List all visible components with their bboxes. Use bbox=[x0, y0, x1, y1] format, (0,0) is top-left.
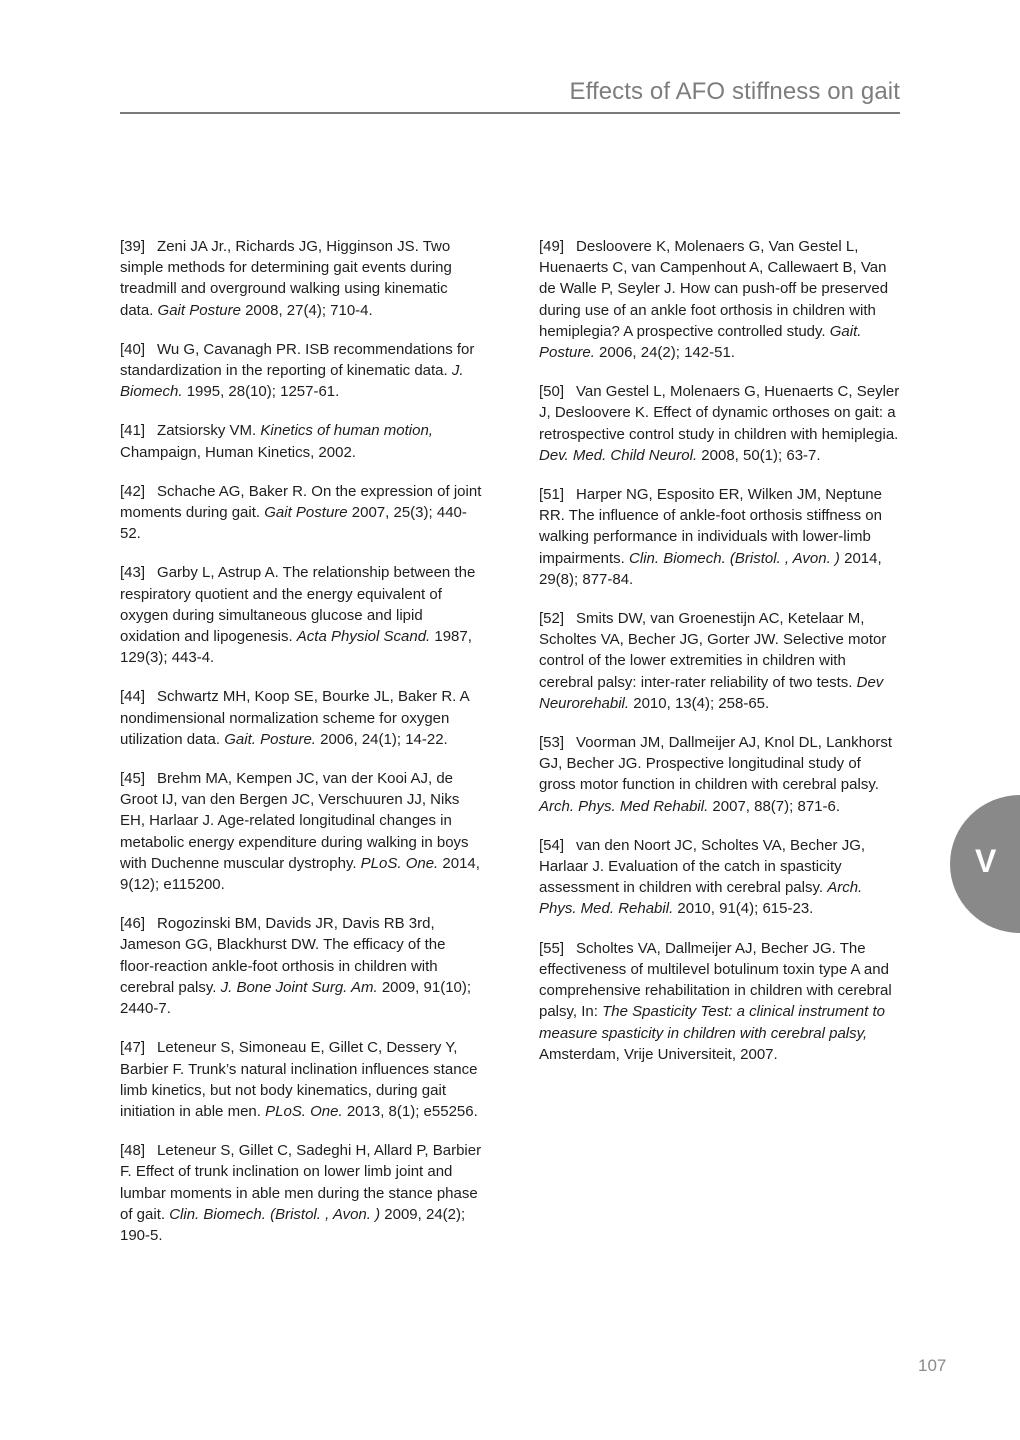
reference-text: Leteneur S, Gillet C, Sadeghi H, Allard P, Barbier F. Effect of trunk inclination on lower limb joint and lumbar moments in able men during the stance phase of gait. bbox=[120, 1142, 482, 1223]
reference-43 bbox=[120, 562, 482, 668]
reference-tail: 2014, 9(12); e115200. bbox=[120, 854, 480, 894]
reference-54 bbox=[539, 835, 901, 920]
reference-journal: Dev. Med. Child Neurol. bbox=[539, 446, 698, 464]
reference-number: [42] bbox=[120, 482, 146, 500]
reference-tail: 2009, 91(10); 2440-7. bbox=[120, 978, 472, 1018]
reference-number: [53] bbox=[539, 734, 565, 752]
reference-text: Voorman JM, Dallmeijer AJ, Knol DL, Lankhorst GJ, Becher JG. Prospective longitudinal study of gross motor function in children with cerebral palsy. bbox=[539, 734, 892, 794]
reference-number: [44] bbox=[120, 688, 146, 706]
reference-journal: Arch. Phys. Med. Rehabil. bbox=[539, 879, 863, 918]
reference-text: Desloovere K, Molenaers G, Van Gestel L, Huenaerts C, van Campenhout A, Callewaert B, Van de Walle P, Seyler J. How can push-off be preserved during use of an ankle foot orthosis in children with hemiplegia? A prospective controlled study. bbox=[539, 238, 889, 340]
references-left-column bbox=[120, 236, 482, 1264]
reference-journal: Gait. Posture. bbox=[539, 322, 862, 362]
page-number: 107 bbox=[918, 1356, 947, 1375]
reference-47 bbox=[120, 1037, 482, 1122]
reference-42 bbox=[120, 481, 482, 545]
reference-48 bbox=[120, 1140, 482, 1246]
reference-number: [50] bbox=[539, 383, 565, 401]
reference-55 bbox=[539, 938, 901, 1065]
reference-number: [43] bbox=[120, 564, 146, 582]
reference-40 bbox=[120, 339, 482, 403]
reference-number: [47] bbox=[120, 1039, 146, 1057]
reference-50 bbox=[539, 381, 901, 466]
reference-text: Scholtes VA, Dallmeijer AJ, Becher JG. The effectiveness of multilevel botulinum toxin type A and comprehensive rehabilitation in children with cerebral palsy, In: bbox=[539, 939, 892, 1021]
reference-journal: Gait Posture bbox=[157, 301, 241, 319]
reference-tail: 2006, 24(1); 14-22. bbox=[320, 730, 448, 748]
reference-journal: Clin. Biomech. (Bristol. , Avon. ) bbox=[629, 549, 840, 567]
reference-tail: 2008, 50(1); 63-7. bbox=[701, 446, 821, 464]
reference-53 bbox=[539, 732, 901, 817]
reference-49 bbox=[539, 236, 901, 363]
reference-journal: PLoS. One. bbox=[265, 1102, 343, 1120]
reference-journal: Arch. Phys. Med Rehabil. bbox=[539, 797, 709, 815]
reference-tail: 2009, 24(2); 190-5. bbox=[120, 1205, 466, 1244]
reference-text: Zeni JA Jr., Richards JG, Higginson JS. Two simple methods for determining gait events during treadmill and overground walking using kinematic data. bbox=[120, 238, 452, 319]
reference-text: Harper NG, Esposito ER, Wilken JM, Neptune RR. The influence of ankle-foot orthosis stiffness on walking performance in individuals with lower-limb impairments. bbox=[539, 486, 882, 567]
reference-journal: Clin. Biomech. (Bristol. , Avon. ) bbox=[169, 1205, 381, 1223]
reference-number: [49] bbox=[539, 238, 565, 255]
reference-number: [41] bbox=[120, 422, 146, 440]
reference-tail: Amsterdam, Vrije Universiteit, 2007. bbox=[539, 1045, 778, 1063]
chapter-tab-label: V bbox=[975, 843, 997, 879]
reference-text: Schwartz MH, Koop SE, Bourke JL, Baker R. A nondimensional normalization scheme for oxygen utilization data. bbox=[120, 688, 469, 748]
reference-number: [39] bbox=[120, 238, 146, 255]
reference-text: Garby L, Astrup A. The relationship between the respiratory quotient and the energy equivalent of oxygen during simultaneous glucose and lipid oxidation and lipogenesis. bbox=[120, 564, 476, 646]
reference-51 bbox=[539, 484, 901, 590]
reference-number: [45] bbox=[120, 770, 146, 788]
reference-39 bbox=[120, 236, 482, 321]
reference-journal: J. Bone Joint Surg. Am. bbox=[220, 978, 378, 996]
running-header bbox=[120, 78, 900, 114]
reference-number: [52] bbox=[539, 610, 565, 628]
reference-text: Brehm MA, Kempen JC, van der Kooi AJ, de Groot IJ, van den Bergen JC, Verschuuren JJ, Niks EH, Harlaar J. Age-related longitudinal changes in metabolic energy expenditure during walking in boys with Duchenne muscular dystrophy. bbox=[120, 770, 469, 872]
reference-number: [51] bbox=[539, 486, 565, 504]
reference-tail: 1987, 129(3); 443-4. bbox=[120, 628, 472, 667]
reference-tail: 2008, 27(4); 710-4. bbox=[245, 301, 373, 319]
reference-journal: Dev Neurorehabil. bbox=[539, 673, 884, 712]
reference-text: Wu G, Cavanagh PR. ISB recommendations for standardization in the reporting of kinematic data. bbox=[120, 340, 475, 380]
reference-journal: Gait. Posture. bbox=[224, 730, 316, 748]
reference-text: Schache AG, Baker R. On the expression of joint moments during gait. bbox=[120, 482, 482, 522]
reference-tail: 2010, 13(4); 258-65. bbox=[633, 694, 770, 712]
reference-journal: PLoS. One. bbox=[360, 854, 439, 872]
reference-tail: 1995, 28(10); 1257-61. bbox=[186, 383, 340, 401]
reference-tail: 2013, 8(1); e55256. bbox=[346, 1102, 478, 1120]
reference-text: Leteneur S, Simoneau E, Gillet C, Dessery Y, Barbier F. Trunk’s natural inclination influences stance limb kinetics, but not body kinematics, during gait initiation in able men. bbox=[120, 1039, 478, 1120]
reference-text: Van Gestel L, Molenaers G, Huenaerts C, Seyler J, Desloovere K. Effect of dynamic orthoses on gait: a retrospective control study in children with hemiplegia. bbox=[539, 383, 900, 443]
reference-tail: Champaign, Human Kinetics, 2002. bbox=[120, 443, 356, 461]
reference-41 bbox=[120, 420, 482, 462]
reference-tail: 2014, 29(8); 877-84. bbox=[539, 549, 882, 588]
reference-text: Rogozinski BM, Davids JR, Davis RB 3rd, Jameson GG, Blackhurst DW. The efficacy of the floor-reaction ankle-foot orthosis in children with cerebral palsy. bbox=[120, 915, 446, 996]
reference-44 bbox=[120, 686, 482, 750]
reference-journal: J. Biomech. bbox=[120, 362, 464, 401]
reference-journal: Kinetics of human motion, bbox=[260, 422, 433, 440]
reference-journal: Acta Physiol Scand. bbox=[296, 628, 431, 646]
reference-text: Zatsiorsky VM. bbox=[157, 422, 257, 440]
reference-tail: 2007, 25(3); 440-52. bbox=[120, 504, 467, 543]
reference-journal: Gait Posture bbox=[264, 504, 348, 522]
reference-tail: 2007, 88(7); 871-6. bbox=[712, 797, 841, 815]
reference-tail: 2010, 91(4); 615-23. bbox=[677, 900, 814, 918]
reference-number: [46] bbox=[120, 915, 146, 933]
reference-text: van den Noort JC, Scholtes VA, Becher JG, Harlaar J. Evaluation of the catch in spasticity assessment in children with cerebral palsy. bbox=[539, 836, 866, 897]
references-right-column bbox=[539, 236, 901, 1083]
running-header-title: Effects of AFO stiffness on gait bbox=[569, 78, 900, 105]
reference-52 bbox=[539, 608, 901, 714]
reference-number: [48] bbox=[120, 1142, 146, 1160]
reference-45 bbox=[120, 768, 482, 895]
reference-text: Smits DW, van Groenestijn AC, Ketelaar M, Scholtes VA, Becher JG, Gorter JW. Selective motor control of the lower extremities in children with cerebral palsy: inter-rater reliability of two tests. bbox=[539, 610, 887, 691]
reference-number: [54] bbox=[539, 836, 565, 854]
reference-number: [55] bbox=[539, 939, 565, 957]
reference-number: [40] bbox=[120, 340, 146, 358]
reference-46 bbox=[120, 913, 482, 1019]
reference-tail: 2006, 24(2); 142-51. bbox=[599, 344, 735, 362]
reference-journal: The Spasticity Test: a clinical instrument to measure spasticity in children with cerebral palsy, bbox=[539, 1003, 885, 1042]
